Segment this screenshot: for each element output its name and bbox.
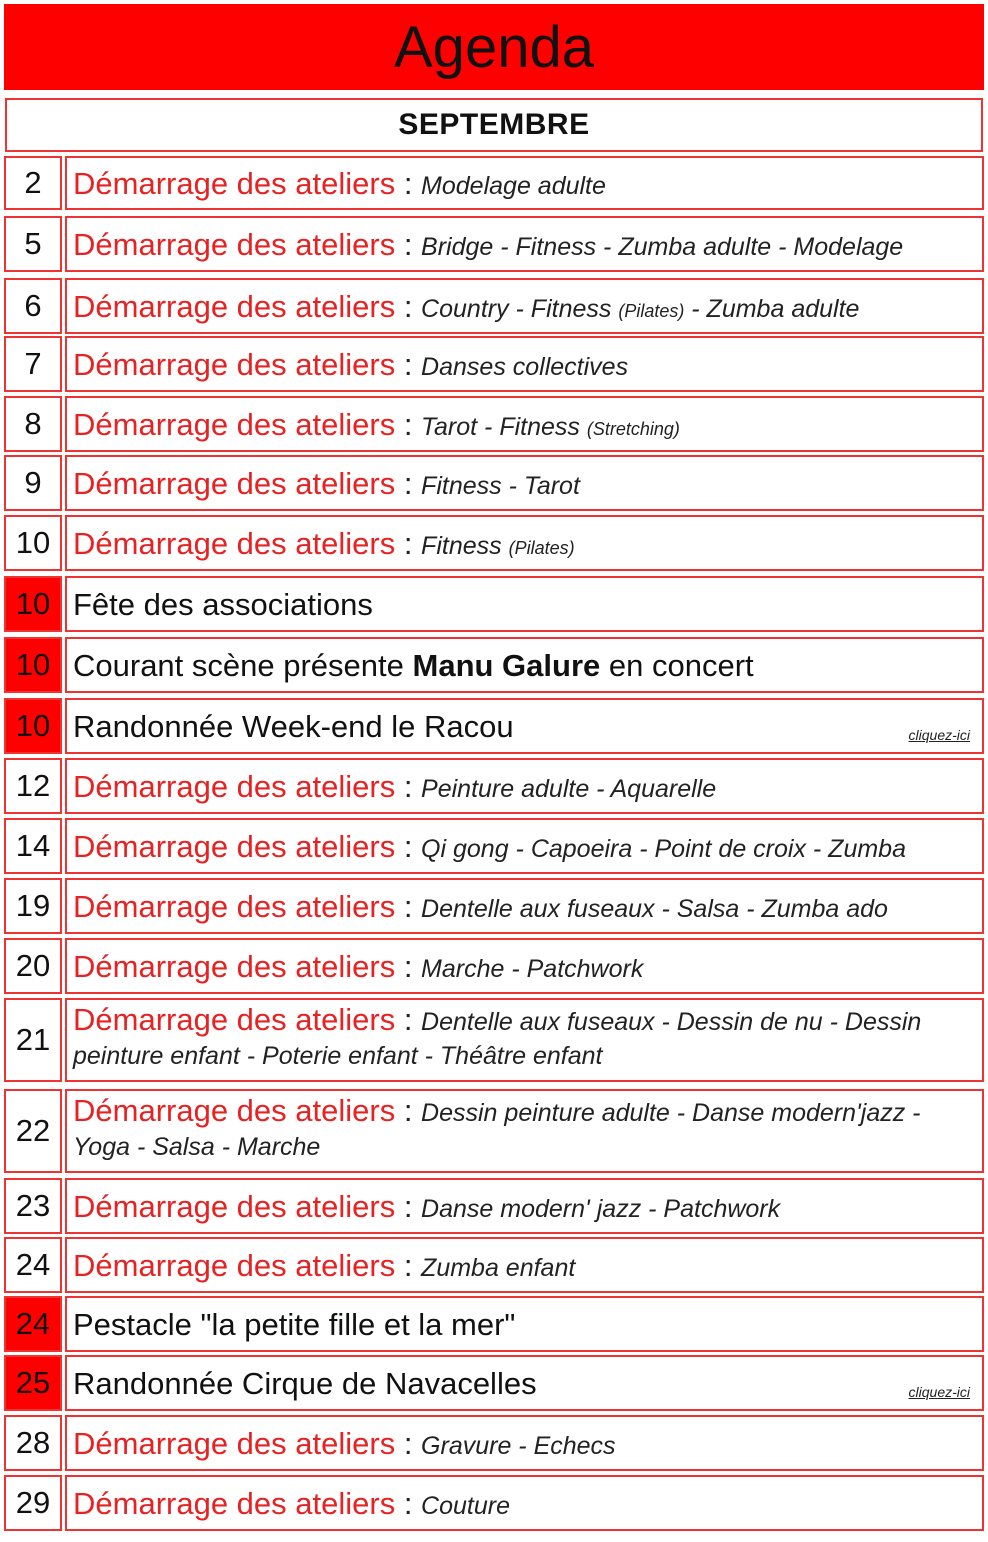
activities-text: Peinture adulte - Aquarelle xyxy=(421,774,717,803)
cliquez-ici-link[interactable]: cliquez-ici xyxy=(908,727,970,743)
activities-text: Fitness xyxy=(421,531,509,560)
atelier-label: Démarrage des ateliers xyxy=(73,165,396,201)
label-separator: : xyxy=(395,1002,422,1037)
entry-text xyxy=(73,888,888,924)
activities-text: Qi gong - Capoeira - Point de croix - Zumba xyxy=(421,834,906,863)
activities-text: Bridge - Fitness - Zumba adulte - Modelage xyxy=(421,232,904,261)
activities-text: Tarot - Fitness xyxy=(421,412,587,441)
entry-text xyxy=(73,226,904,262)
label-separator: : xyxy=(395,165,422,201)
day-number: 14 xyxy=(4,818,62,874)
event-text: Randonnée Week-end le Racou xyxy=(73,708,514,744)
activities-text: Dentelle aux fuseaux - Salsa - Zumba ado xyxy=(421,894,888,923)
label-separator: : xyxy=(395,406,422,442)
day-number: 10 xyxy=(4,637,62,693)
entry-text xyxy=(73,768,717,804)
day-number: 24 xyxy=(4,1296,62,1352)
activities-text: Fitness - Tarot xyxy=(421,471,580,500)
agenda-entry xyxy=(65,216,984,272)
activity-note: (Stretching) xyxy=(586,418,680,439)
atelier-label: Démarrage des ateliers xyxy=(73,948,396,984)
entry-text xyxy=(73,346,629,382)
atelier-label: Démarrage des ateliers xyxy=(73,346,396,382)
agenda-entry xyxy=(65,1178,984,1234)
label-separator: : xyxy=(395,888,422,924)
entry-text xyxy=(73,1002,921,1071)
activities-text: Modelage adulte xyxy=(421,171,606,200)
activities-text: Marche - Patchwork xyxy=(421,954,644,983)
cliquez-ici-link[interactable]: cliquez-ici xyxy=(908,1384,970,1400)
agenda-entry xyxy=(65,1355,984,1411)
entry-text xyxy=(73,948,644,984)
activity-note: (Pilates) xyxy=(618,300,685,321)
day-number: 10 xyxy=(4,515,62,571)
day-number: 20 xyxy=(4,938,62,994)
atelier-label: Démarrage des ateliers xyxy=(73,1188,396,1224)
label-separator: : xyxy=(395,288,422,324)
agenda-entry xyxy=(65,998,984,1082)
atelier-label: Démarrage des ateliers xyxy=(73,288,396,324)
activities-text: Danses collectives xyxy=(421,352,629,381)
agenda-entry xyxy=(65,938,984,994)
label-separator: : xyxy=(395,828,422,864)
agenda-entry xyxy=(65,758,984,814)
atelier-label: Démarrage des ateliers xyxy=(73,406,396,442)
entry-text xyxy=(73,525,575,561)
day-number: 24 xyxy=(4,1237,62,1293)
event-artist: Manu Galure xyxy=(412,647,601,683)
agenda-entry xyxy=(65,156,984,210)
atelier-label: Démarrage des ateliers xyxy=(73,1425,396,1461)
agenda-entry xyxy=(65,278,984,334)
day-number: 28 xyxy=(4,1415,62,1471)
entry-text xyxy=(73,465,580,501)
day-number: 23 xyxy=(4,1178,62,1234)
day-number: 8 xyxy=(4,396,62,452)
label-separator: : xyxy=(395,346,422,382)
agenda-entry xyxy=(65,637,984,693)
label-separator: : xyxy=(395,1188,422,1224)
label-separator: : xyxy=(395,525,422,561)
label-separator: : xyxy=(395,1093,422,1128)
day-number: 6 xyxy=(4,278,62,334)
day-number: 7 xyxy=(4,336,62,392)
atelier-label: Démarrage des ateliers xyxy=(73,1485,396,1521)
activities-text: Danse modern' jazz - Patchwork xyxy=(421,1194,781,1223)
day-number: 19 xyxy=(4,878,62,934)
activities-text: Dessin peinture adulte - Danse modern'jazz - Yoga - Salsa - Marche xyxy=(73,1099,921,1161)
entry-text xyxy=(73,165,606,201)
agenda-entry xyxy=(65,1089,984,1173)
agenda-entry xyxy=(65,698,984,754)
label-separator: : xyxy=(395,1425,422,1461)
day-number: 5 xyxy=(4,216,62,272)
atelier-label: Démarrage des ateliers xyxy=(73,1002,396,1037)
activities-text: - Zumba adulte xyxy=(684,294,860,323)
activities-text: Country - Fitness xyxy=(421,294,619,323)
day-number: 10 xyxy=(4,576,62,632)
atelier-label: Démarrage des ateliers xyxy=(73,1093,396,1128)
activities-text: Dentelle aux fuseaux - Dessin de nu - Dessin peinture enfant - Poterie enfant - Théâtre enfant xyxy=(73,1008,922,1070)
day-number: 12 xyxy=(4,758,62,814)
agenda-entry xyxy=(65,1296,984,1352)
agenda-entry xyxy=(65,1475,984,1531)
day-number: 10 xyxy=(4,698,62,754)
atelier-label: Démarrage des ateliers xyxy=(73,1247,396,1283)
event-text: Courant scène présente Manu Galure en concert xyxy=(73,647,754,683)
agenda-entry xyxy=(65,576,984,632)
activities-text: Zumba enfant xyxy=(421,1253,576,1282)
agenda-entry xyxy=(65,396,984,452)
entry-text xyxy=(73,288,860,324)
label-separator: : xyxy=(395,226,422,262)
entry-text xyxy=(73,1425,616,1461)
event-text: Randonnée Cirque de Navacelles xyxy=(73,1365,537,1401)
day-number: 22 xyxy=(4,1089,62,1173)
day-number: 29 xyxy=(4,1475,62,1531)
event-text: Pestacle "la petite fille et la mer" xyxy=(73,1306,516,1342)
agenda-entry xyxy=(65,878,984,934)
day-number: 9 xyxy=(4,455,62,511)
agenda-entry xyxy=(65,515,984,571)
entry-text xyxy=(73,1093,921,1162)
activities-text: Couture xyxy=(421,1491,510,1520)
atelier-label: Démarrage des ateliers xyxy=(73,465,396,501)
label-separator: : xyxy=(395,768,422,804)
atelier-label: Démarrage des ateliers xyxy=(73,226,396,262)
label-separator: : xyxy=(395,1247,422,1283)
entry-text xyxy=(73,406,680,442)
page-title: Agenda xyxy=(4,4,984,90)
agenda-entry xyxy=(65,455,984,511)
atelier-label: Démarrage des ateliers xyxy=(73,888,396,924)
agenda-entry xyxy=(65,336,984,392)
month-header: SEPTEMBRE xyxy=(5,98,983,152)
activity-note: (Pilates) xyxy=(508,537,575,558)
entry-text xyxy=(73,1247,576,1283)
label-separator: : xyxy=(395,465,422,501)
activities-text: Gravure - Echecs xyxy=(421,1431,616,1460)
agenda-entry xyxy=(65,818,984,874)
agenda-entry xyxy=(65,1237,984,1293)
label-separator: : xyxy=(395,948,422,984)
day-number: 2 xyxy=(4,156,62,210)
entry-text xyxy=(73,1485,510,1521)
agenda-entry xyxy=(65,1415,984,1471)
atelier-label: Démarrage des ateliers xyxy=(73,768,396,804)
atelier-label: Démarrage des ateliers xyxy=(73,525,396,561)
entry-text xyxy=(73,828,906,864)
entry-text xyxy=(73,1188,781,1224)
day-number: 21 xyxy=(4,998,62,1082)
day-number: 25 xyxy=(4,1355,62,1411)
atelier-label: Démarrage des ateliers xyxy=(73,828,396,864)
label-separator: : xyxy=(395,1485,422,1521)
event-text: Fête des associations xyxy=(73,586,373,622)
